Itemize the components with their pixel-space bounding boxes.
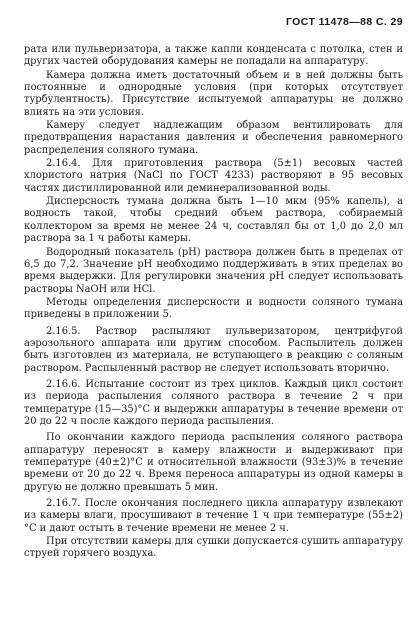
document-body xyxy=(24,44,403,562)
paragraph-humidity-transfer: По окончании каждого периода распыления соляного раствора аппаратуру переносят в камеру влажности и выдерживают при температуре (40±2)°С и относительной влажности (93±3)% в течение времени от 20 до 22 ч. Время переноса аппаратуры из одной камеры в другую не должно превышать 5 мин. xyxy=(24,432,403,493)
paragraph-methods: Методы определения дисперсности и водности соляного тумана приведены в приложении 5. xyxy=(24,296,403,321)
page-header: ГОСТ 11478—88 С. 29 xyxy=(285,16,403,28)
paragraph-chamber-volume: Камера должна иметь достаточный объем и в ней должны быть постоянные и однородные условия (при которых отсутствует турбулентность). Присутствие испытуемой аппаратуры не должно влиять на эти условия. xyxy=(24,69,403,118)
paragraph-2-16-5: 2.16.5. Раствор распыляют пульверизатором, центрифугой аэрозольного аппарата или другим способом. Распылитель должен быть изготовлен из материала, не вступающего в реакцию с соляным раствором. Распыленный раствор не следует использовать вторично. xyxy=(24,325,403,374)
paragraph-2-16-4: 2.16.4. Для приготовления раствора (5±1) весовых частей хлористого натрия (NaCl по ГОСТ 4233) растворяют в 95 весовых частях дистиллированной или деминерализованной воды. xyxy=(24,158,403,194)
paragraph-dispersity: Дисперсность тумана должна быть 1—10 мкм (95% капель), а водность такой, чтобы средний объем раствора, собираемый коллектором за время не менее 24 ч, составлял бы от 1,0 до 2,0 мл раствора за 1 ч работы камеры. xyxy=(24,196,403,245)
paragraph-drying: При отсутствии камеры для сушки допускается сушить аппаратуру струей горячего воздуха. xyxy=(24,536,403,560)
paragraph-ph: Водородный показатель (рН) раствора должен быть в пределах от 6,5 до 7,2. Значение рН необходимо поддерживать в этих пределах во время выдержки. Для регулировки значения рН следует использовать растворы NaOH или HCl. xyxy=(24,246,403,295)
paragraph-ventilation: Камеру следует надлежащим образом вентилировать для предотвращения нарастания давления и обеспечения равномерного распределения соляного тумана. xyxy=(24,120,403,156)
paragraph-continuation: рата или пульверизатора, а также капли конденсата с потолка, стен и других частей оборудования камеры не попадали на аппаратуру. xyxy=(24,44,403,68)
paragraph-2-16-6: 2.16.6. Испытание состоит из трех циклов. Каждый цикл состоит из периода распыления соляного раствора в течение 2 ч при температуре (15—35)°С и выдержки аппаратуры в течение времени от 20 до 22 ч после каждого периода распыления. xyxy=(24,378,403,427)
paragraph-2-16-7: 2.16.7. После окончания последнего цикла аппаратуру извлекают из камеры влаги, просушивают в течение 1 ч при температуре (55±2)°С и дают остыть в течение времени не менее 2 ч. xyxy=(24,498,403,534)
